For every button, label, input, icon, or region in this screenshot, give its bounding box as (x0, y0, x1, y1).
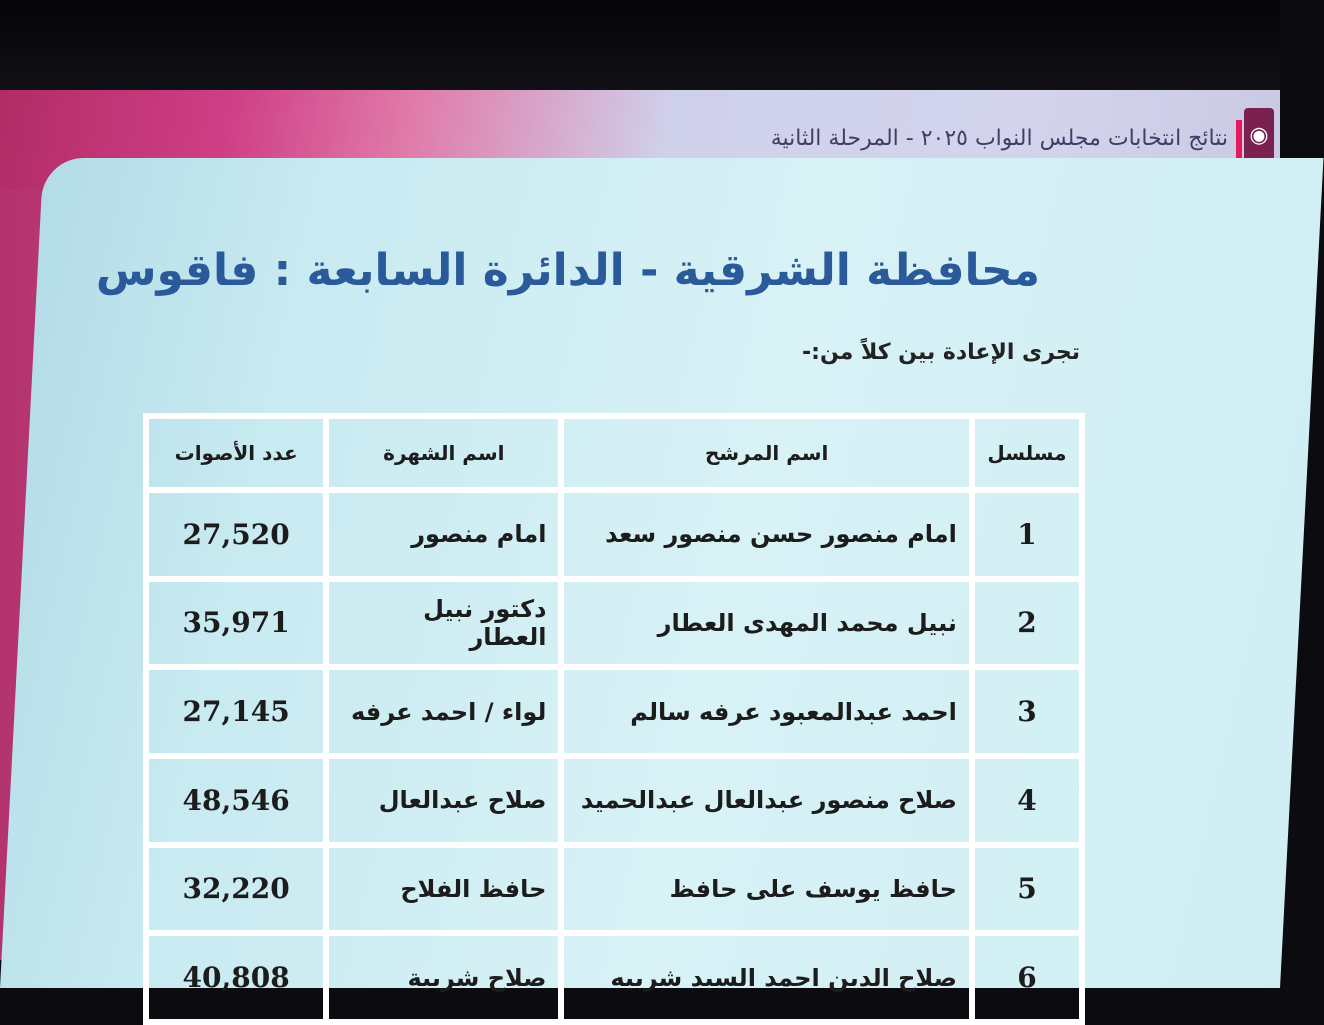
district-heading: محافظة الشرقية - الدائرة السابعة : فاقوس (95, 245, 1040, 296)
row-candidate-name: نبيل محمد المهدى العطار (561, 579, 971, 668)
row-serial: 2 (972, 579, 1082, 668)
header-votes: عدد الأصوات (146, 416, 326, 490)
tv-bezel (0, 0, 1280, 92)
table-row (146, 667, 1082, 756)
row-fame-name: دكتور نبيل العطار (326, 579, 561, 668)
row-serial: 5 (972, 845, 1082, 934)
row-votes: 27,145 (146, 667, 326, 756)
table-row (146, 933, 1082, 1022)
row-serial: 6 (972, 933, 1082, 1022)
banner-separator (1236, 120, 1242, 160)
row-serial: 1 (972, 490, 1082, 579)
table-row (146, 579, 1082, 668)
table-row (146, 490, 1082, 579)
row-fame-name: صلاح عبدالعال (326, 756, 561, 845)
header-candidate-name: اسم المرشح (561, 416, 971, 490)
row-votes: 27,520 (146, 490, 326, 579)
row-candidate-name: حافظ يوسف على حافظ (561, 845, 971, 934)
row-candidate-name: صلاح منصور عبدالعال عبدالحميد (561, 756, 971, 845)
row-serial: 4 (972, 756, 1082, 845)
row-fame-name: صلاح شربية (326, 933, 561, 1022)
table-header-row (146, 416, 1082, 490)
runoff-subheading: تجرى الإعادة بين كلاً من:- (802, 340, 1080, 365)
row-candidate-name: امام منصور حسن منصور سعد (561, 490, 971, 579)
row-votes: 40,808 (146, 933, 326, 1022)
row-fame-name: لواء / احمد عرفه (326, 667, 561, 756)
row-votes: 35,971 (146, 579, 326, 668)
tv-screen (0, 90, 1280, 995)
row-serial: 3 (972, 667, 1082, 756)
banner-title: نتائج انتخابات مجلس النواب ٢٠٢٥ - المرحلة الثانية (770, 126, 1228, 151)
header-serial: مسلسل (972, 416, 1082, 490)
table-row (146, 845, 1082, 934)
channel-logo-icon: ◉ (1244, 108, 1274, 164)
row-fame-name: حافظ الفلاح (326, 845, 561, 934)
row-fame-name: امام منصور (326, 490, 561, 579)
row-votes: 48,546 (146, 756, 326, 845)
header-fame-name: اسم الشهرة (326, 416, 561, 490)
table-row (146, 756, 1082, 845)
row-candidate-name: احمد عبدالمعبود عرفه سالم (561, 667, 971, 756)
candidates-table (143, 413, 1085, 1025)
row-votes: 32,220 (146, 845, 326, 934)
row-candidate-name: صلاح الدين احمد السيد شربيه (561, 933, 971, 1022)
